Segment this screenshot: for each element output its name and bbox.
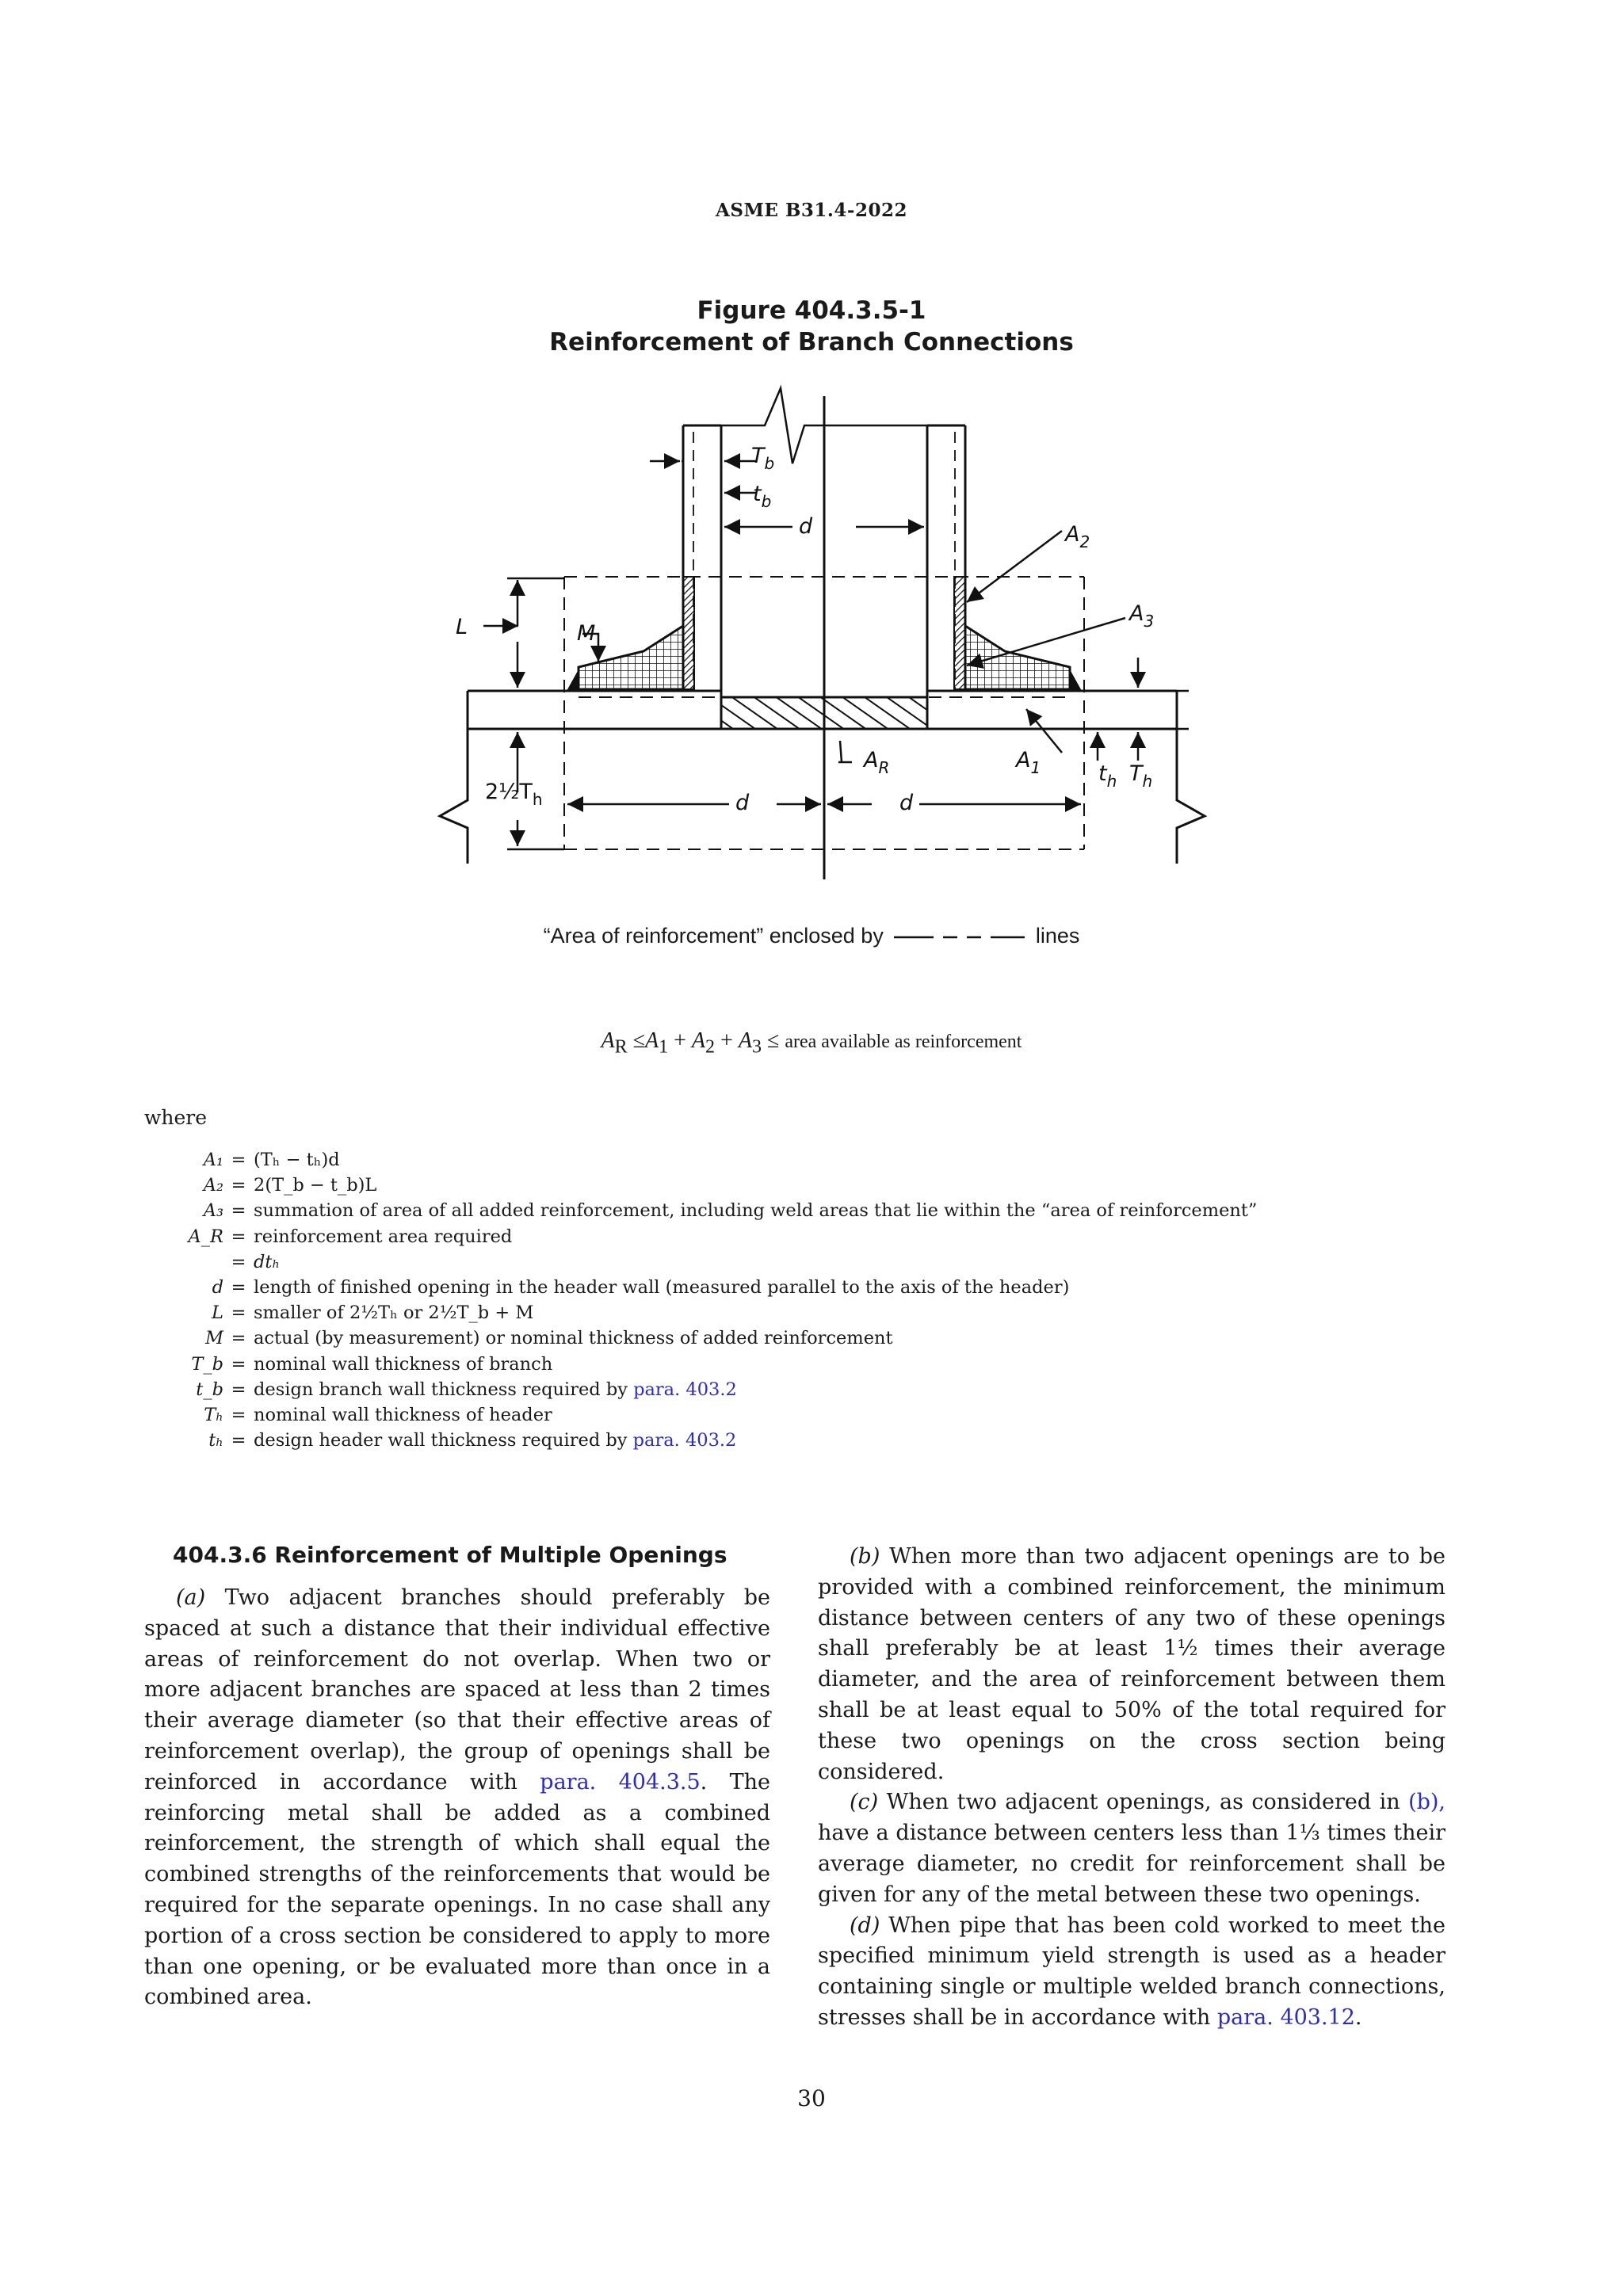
formula-text: area available as reinforcement [785,1032,1022,1052]
paragraph-a: (a) Two adjacent branches should preferably be spaced at such a distance that their individual effective areas of reinforcement do not overlap. When two or more adjacent branches are spaced at less than 2 times their average diameter (so that their effective areas of reinforcement overlap), the group of openings shall be reinforced in accordance with para. 404.3.5. The reinforcing metal shall be added as a combined reinforcement, the strength of which shall equal the combined strengths of the reinforcements that would be required for the separate openings. In no case shall any portion of a cross section be considered to apply to more than one opening, or be evaluated more than once in a combined area. [144,1585,770,2010]
section-heading: 404.3.6 Reinforcement of Multiple Openings [173,1542,727,1568]
variable-row: Tₕ = nominal wall thickness of header [204,1404,552,1425]
page-number: 30 [797,2085,826,2111]
variable-definitions [144,1147,1333,1453]
variable-row: M = actual (by measurement) or nominal thickness of added reinforcement [204,1328,893,1349]
label-d-right: d [899,791,914,815]
label-A1: $A_1$ [1016,748,1041,777]
left-break-symbol [440,729,468,864]
label-d-left: d [735,791,750,815]
para-403-12-link[interactable]: para. 403.12 [1216,2004,1355,2030]
caption-post: lines [1035,924,1080,948]
paragraph-d: (d) When pipe that has been cold worked to meet the specified minimum yield strength is used as a header containing single or multiple welded branch connections, stresses shall be in accordance with para. 403.12. [818,1913,1445,2030]
item-b-link[interactable]: (b), [1408,1790,1445,1815]
label-tb: $t_b$ [753,482,772,511]
required-area-ar [721,697,927,729]
reinforcement-inequality: $A_R \le A_1 + A_2 + A_3$ ≤ area available as reinforcement [601,1028,1022,1058]
dimension-lines [483,461,1189,849]
right-break-symbol [1177,729,1205,864]
label-2-5-Th: $2\frac{1}{2}T_h$ [485,780,543,809]
paragraph-c: (c) When two adjacent openings, as considered in (b), have a distance between centers less than 1⅓ times their average diameter, no credit for reinforcement shall be given for any of the metal between these two openings. [818,1790,1445,1907]
para-403-2-link[interactable]: para. 403.2 [633,1379,737,1400]
branch-reinforcement-diagram [428,372,1220,887]
para-404-3-5-link[interactable]: para. 404.3.5 [540,1769,701,1794]
figure-number: Figure 404.3.5-1 [697,296,926,325]
variable-row: A₂ = 2(T_b − t_b)L [203,1175,377,1196]
variable-row: A₃ = summation of area of all added reinforcement, including weld areas that lie within the “area of reinforcement” [203,1200,1258,1222]
dashed-line-legend [894,933,1025,942]
variable-row: L = smaller of 2½Tₕ or 2½T_b + M [212,1302,534,1324]
label-A3: $A_3$ [1129,601,1155,631]
caption-pre: “Area of reinforcement” enclosed by [543,924,884,948]
page-header: ASME B31.4-2022 [716,200,907,221]
left-column [144,1583,770,2013]
figure-caption-title: Reinforcement of Branch Connections [549,328,1074,357]
variable-row: A₁ = (Tₕ − tₕ)d [203,1150,340,1170]
variable-row: d = length of finished opening in the header wall (measured parallel to the axis of the header) [212,1276,1070,1298]
label-Tb: $T_b$ [751,444,775,473]
variable-row: = dtₕ [231,1251,281,1272]
label-Th: $T_h$ [1129,761,1153,791]
label-AR: $A_R$ [864,748,890,777]
para-403-2-link[interactable]: para. 403.2 [632,1430,737,1451]
figure-title [0,295,1623,358]
label-A2: $A_2$ [1065,522,1090,551]
variable-row: tₕ = design header wall thickness required by para. 403.2 [208,1430,737,1451]
label-th: $t_h$ [1098,761,1117,791]
paragraph-b: (b) When more than two adjacent openings are to be provided with a combined reinforcement, the minimum distance between centers of any two of these openings shall preferably be at least 1½ times their average diameter, and the area of reinforcement between them shall be at least equal to 50% of the total required for these two openings on the cross section being considered. [818,1544,1445,1784]
label-L: L [456,615,468,639]
variable-row: A_R = reinforcement area required [188,1226,513,1247]
label-M: M [577,621,596,646]
variable-row: t_b = design branch wall thickness required by para. 403.2 [196,1379,737,1400]
label-d-top: d [799,514,813,539]
right-column [818,1542,1445,2034]
where-label: where [144,1106,208,1129]
figure-caption [0,924,1623,948]
variable-row: T_b = nominal wall thickness of branch [191,1353,553,1375]
